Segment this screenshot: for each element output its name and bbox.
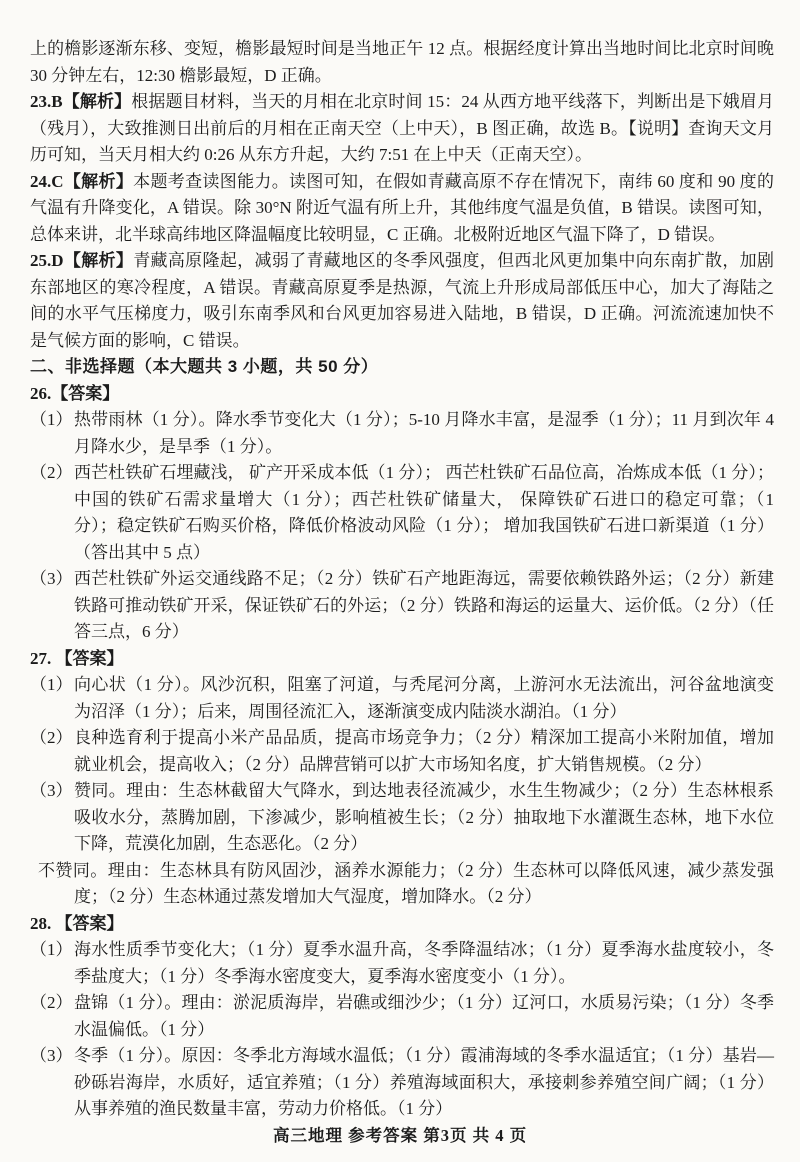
item-text: 向心状（1 分）。风沙沉积，阻塞了河道，与秃尾河分离，上游河水无法流出，河谷盆地演变为沼泽（1 分）；后来，周围径流汇入，逐渐演变成内陆淡水湖泊。（1 分）: [74, 675, 774, 721]
item-marker: （3）: [30, 569, 73, 588]
answer-item-28-1: [30, 937, 774, 990]
section-heading: 二、非选择题（本大题共 3 小题，共 50 分）: [30, 357, 379, 376]
explanation-text-23: 根据题目材料，当天的月相在北京时间 15：24 从西方地平线落下，判断出是下娥眉月（残月），大致推测日出前后的月相在正南天空（上中天），B 图正确，故选 B。【说明】查询天文月历可知，当天月相大约 0:26 从东方升起，大约 7:51 在上中天（正南天空）。: [30, 92, 774, 164]
item-text: 良种选育利于提高小米产品品质，提高市场竞争力；（2 分）精深加工提高小米附加值，增加就业机会，提高收入；（2 分）品牌营销可以扩大市场知名度，扩大销售规模。（2 分）: [74, 728, 774, 774]
explanation-q23: [30, 89, 774, 169]
explanation-label-25: 【解析】: [63, 251, 134, 270]
item-marker: （1）: [30, 675, 73, 694]
question-number-24: 24.C: [30, 171, 64, 191]
answer-item-27-2: [30, 725, 774, 778]
answer-item-28-2: [30, 990, 774, 1043]
explanation-q25: [30, 248, 774, 354]
item-marker: （2）: [30, 728, 73, 747]
explanation-label-24: 【解析】: [63, 171, 134, 191]
item-text: 赞同。理由：生态林截留大气降水，到达地表径流减少，水生生物减少；（2 分）生态林根系吸收水分，蒸腾加剧，下渗减少，影响植被生长；（2 分）抽取地下水灌溉生态林，地下水位下降，荒漠化加剧，生态恶化。（2 分）: [74, 781, 774, 853]
item-text: 盘锦（1 分）。理由：淤泥质海岸，岩礁或细沙少；（1 分）辽河口，水质易污染；（1 分）冬季水温偏低。（1 分）: [74, 993, 774, 1039]
alternative-answer-27-3: 不赞同。理由：生态林具有防风固沙，涵养水源能力；（2 分）生态林可以降低风速，减少蒸发强度；（2 分）生态林通过蒸发增加大气湿度，增加降水。（2 分）: [38, 860, 774, 906]
question-number-25: 25.D: [30, 251, 64, 270]
answer-label-27: 【答案】: [55, 648, 124, 668]
answer-label-28: 【答案】: [55, 913, 124, 933]
item-marker: （2）: [30, 993, 73, 1012]
question-number-26: 26.: [30, 383, 52, 403]
answer-label-26: 【答案】: [51, 383, 120, 403]
carryover-paragraph: 上的檐影逐渐东移、变短，檐影最短时间是当地正午 12 点。根据经度计算出当地时间比北京时间晚 30 分钟左右，12:30 檐影最短，D 正确。: [30, 39, 774, 85]
item-marker: （2）: [30, 463, 73, 482]
question-number-27: 27.: [30, 648, 56, 668]
explanation-text-24: 本题考查读图能力。读图可知，在假如青藏高原不存在情况下，南纬 60 度和 90 度的气温有升降变化，A 错误。除 30°N 附近气温有所上升，其他纬度气温是负值，B 错误。读图可知，总体来讲，北半球高纬地区降温幅度比较明显，C 正确。北极附近地区气温下降了，D 错误。: [30, 171, 775, 244]
item-marker: （1）: [30, 410, 73, 429]
answer-item-27-3: [30, 778, 774, 858]
item-text: 西芒杜铁矿外运交通线路不足；（2 分）铁矿石产地距海远，需要依赖铁路外运；（2 分）新建铁路可推动铁矿开采，保证铁矿石的外运；（2 分）铁路和海运的运量大、运价低。（2 分）（任答三点，6 分）: [74, 569, 774, 641]
question-number-23: 23.B: [30, 92, 63, 111]
page-footer: 高三地理 参考答案 第3页 共 4 页: [272, 1125, 528, 1145]
answer-heading-q28: [30, 911, 774, 938]
item-marker: （3）: [30, 781, 73, 800]
item-text: 热带雨林（1 分）。降水季节变化大（1 分）；5-10 月降水丰富，是湿季（1 分）；11 月到次年 4 月降水少，是旱季（1 分）。: [74, 410, 774, 456]
answer-heading-q26: [30, 381, 774, 408]
answer-item-27-1: [30, 672, 774, 725]
explanation-q24: [30, 169, 774, 249]
explanation-text-25: 青藏高原隆起，减弱了青藏地区的冬季风强度，但西北风更加集中向东南扩散，加剧东部地区的寒冷程度，A 错误。青藏高原夏季是热源，气流上升形成局部低压中心，加大了海陆之间的水平气压梯度力，吸引东南季风和台风更加容易进入陆地，B 错误，D 正确。河流流速加快不是气候方面的影响，C 错误。: [30, 251, 775, 350]
answer-item-28-3: [30, 1043, 774, 1123]
item-marker: （1）: [30, 940, 73, 959]
answer-item-26-3: [30, 566, 774, 646]
explanation-label-23: 【解析】: [62, 92, 132, 111]
question-number-28: 28.: [30, 913, 56, 933]
item-marker: （3）: [30, 1046, 73, 1065]
answer-item-26-2: [30, 460, 774, 566]
item-text: 海水性质季节变化大；（1 分）夏季水温升高，冬季降温结冰；（1 分）夏季海水盐度较小，冬季盐度大；（1 分）冬季海水密度变大，夏季海水密度变小（1 分）。: [74, 940, 774, 986]
answer-item-26-1: [30, 407, 774, 460]
item-text: 冬季（1 分）。原因：冬季北方海域水温低；（1 分）霞浦海域的冬季水温适宜；（1 分）基岩—砂砾岩海岸，水质好，适宜养殖；（1 分）养殖海域面积大，承接刺参养殖空间广阔；（1 分）从事养殖的渔民数量丰富，劳动力价格低。（1 分）: [74, 1046, 774, 1118]
answer-heading-q27: [30, 646, 774, 673]
item-text: 西芒杜铁矿石埋藏浅， 矿产开采成本低（1 分）； 西芒杜铁矿石品位高，冶炼成本低（1 分）；中国的铁矿石需求量增大（1 分）；西芒杜铁矿储量大， 保障铁矿石进口的稳定可靠；（1 分）；稳定铁矿石购买价格，降低价格波动风险（1 分）； 增加我国铁矿石进口新渠道（1 分）（答出其中 5 点）: [74, 463, 774, 562]
